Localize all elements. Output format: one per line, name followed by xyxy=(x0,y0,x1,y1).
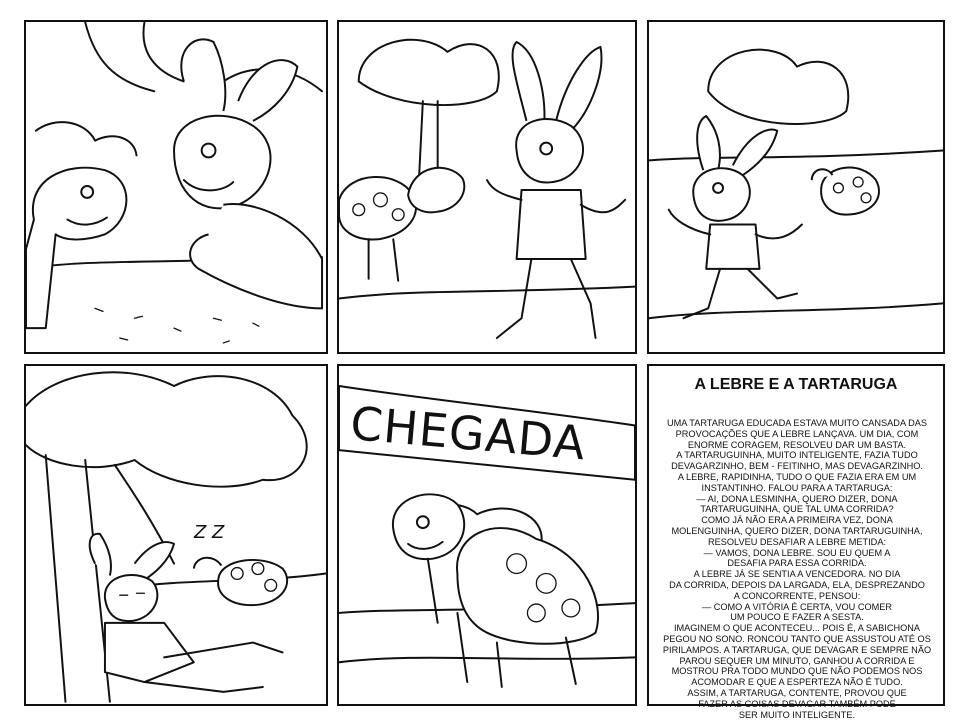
story-line: — AI, DONA LESMINHA, QUERO DIZER, DONA xyxy=(696,493,898,504)
comic-panel-2 xyxy=(337,20,637,354)
story-line: DA CORRIDA, DEPOIS DA LARGADA, ELA, DESPREZANDO xyxy=(669,579,925,590)
story-line: MOLENGUINHA, QUERO DIZER, DONA TARTARUGUINHA, xyxy=(671,525,923,536)
story-line: INSTANTINHO. FALOU PARA A TARTARUGA: xyxy=(701,482,893,493)
story-line: COMO JÁ NÃO ERA A PRIMEIRA VEZ, DONA xyxy=(701,515,893,526)
story-line: PROVOCAÇÕES QUE A LEBRE LANÇAVA. UM DIA, COM xyxy=(675,428,919,439)
story-line: TARTARUGUINHA, QUE TAL UMA CORRIDA? xyxy=(700,504,894,515)
finish-banner-text: CHEGADA xyxy=(348,396,589,471)
story-line: DESAFIA PARA ESSA CORRIDA. xyxy=(727,558,867,569)
comic-panel-4 xyxy=(24,364,328,706)
story-line: ACOMODAR E QUE A ESPERTEZA NÃO É TUDO. xyxy=(691,677,903,688)
story-text-panel xyxy=(647,364,945,720)
story-line: A LEBRE, RAPIDINHA, TUDO O QUE FAZIA ERA EM UM xyxy=(677,471,917,482)
story-line: IMAGINEM O QUE ACONTECEU... POIS É, A SABICHONA xyxy=(673,623,921,634)
turtle-and-hare-meeting-drawing xyxy=(26,22,326,352)
story-line: PAROU SEQUER UM MINUTO, GANHOU A CORRIDA E xyxy=(679,655,915,666)
comic-panel-1 xyxy=(24,20,328,354)
hare-running-past-turtle-drawing xyxy=(339,22,635,352)
story-line: PEGOU NO SONO. RONCOU TANTO QUE ASSUSTOU ATÉ OS xyxy=(663,633,931,644)
story-line: SER MUITO INTELIGENTE. xyxy=(738,709,856,720)
story-line: DEVAGARZINHO, BEM - FEITINHO, MAS DEVAGARZINHO. xyxy=(671,461,923,472)
comic-panel-5 xyxy=(337,364,637,706)
sleep-snore-text: Z Z xyxy=(194,522,225,543)
story-title: A LEBRE E A TARTARUGA xyxy=(694,376,898,393)
story-line: UM POUCO E FAZER A SESTA. xyxy=(730,612,864,623)
story-line: PIRILAMPOS. A TARTARUGA, QUE DEVAGAR E SEMPRE NÃO xyxy=(662,644,932,655)
story-line: RESOLVEU DESAFIAR A LEBRE METIDA: xyxy=(707,536,886,547)
story-line: A TARTARUGUINHA, MUITO INTELIGENTE, FAZIA TUDO xyxy=(676,450,918,461)
story-line: MOSTROU PRA TODO MUNDO QUE NÃO PODEMOS NOS xyxy=(671,666,923,677)
hare-sleeping-under-tree-drawing xyxy=(26,366,326,704)
story-line: A LEBRE JÁ SE SENTIA A VENCEDORA. NO DIA xyxy=(693,569,901,580)
story-line: — COMO A VITÓRIA É CERTA, VOU COMER xyxy=(701,601,893,612)
comic-panel-3 xyxy=(647,20,945,354)
story-line: — VAMOS, DONA LEBRE. SOU EU QUEM A xyxy=(703,547,891,558)
story-line: A CONCORRENTE, PENSOU: xyxy=(733,590,861,601)
story-line: ENORME CORAGEM, RESOLVEU DAR UM BASTA. xyxy=(687,439,907,450)
story-line: ASSIM, A TARTARUGA, CONTENTE, PROVOU QUE xyxy=(687,687,907,698)
story-body xyxy=(655,418,939,720)
hare-racing-ahead-drawing xyxy=(649,22,943,352)
story-line: UMA TARTARUGA EDUCADA ESTAVA MUITO CANSADA DAS xyxy=(666,418,928,428)
story-line: FAZER AS COISAS DEVAGAR TAMBÉM PODE xyxy=(698,698,896,709)
